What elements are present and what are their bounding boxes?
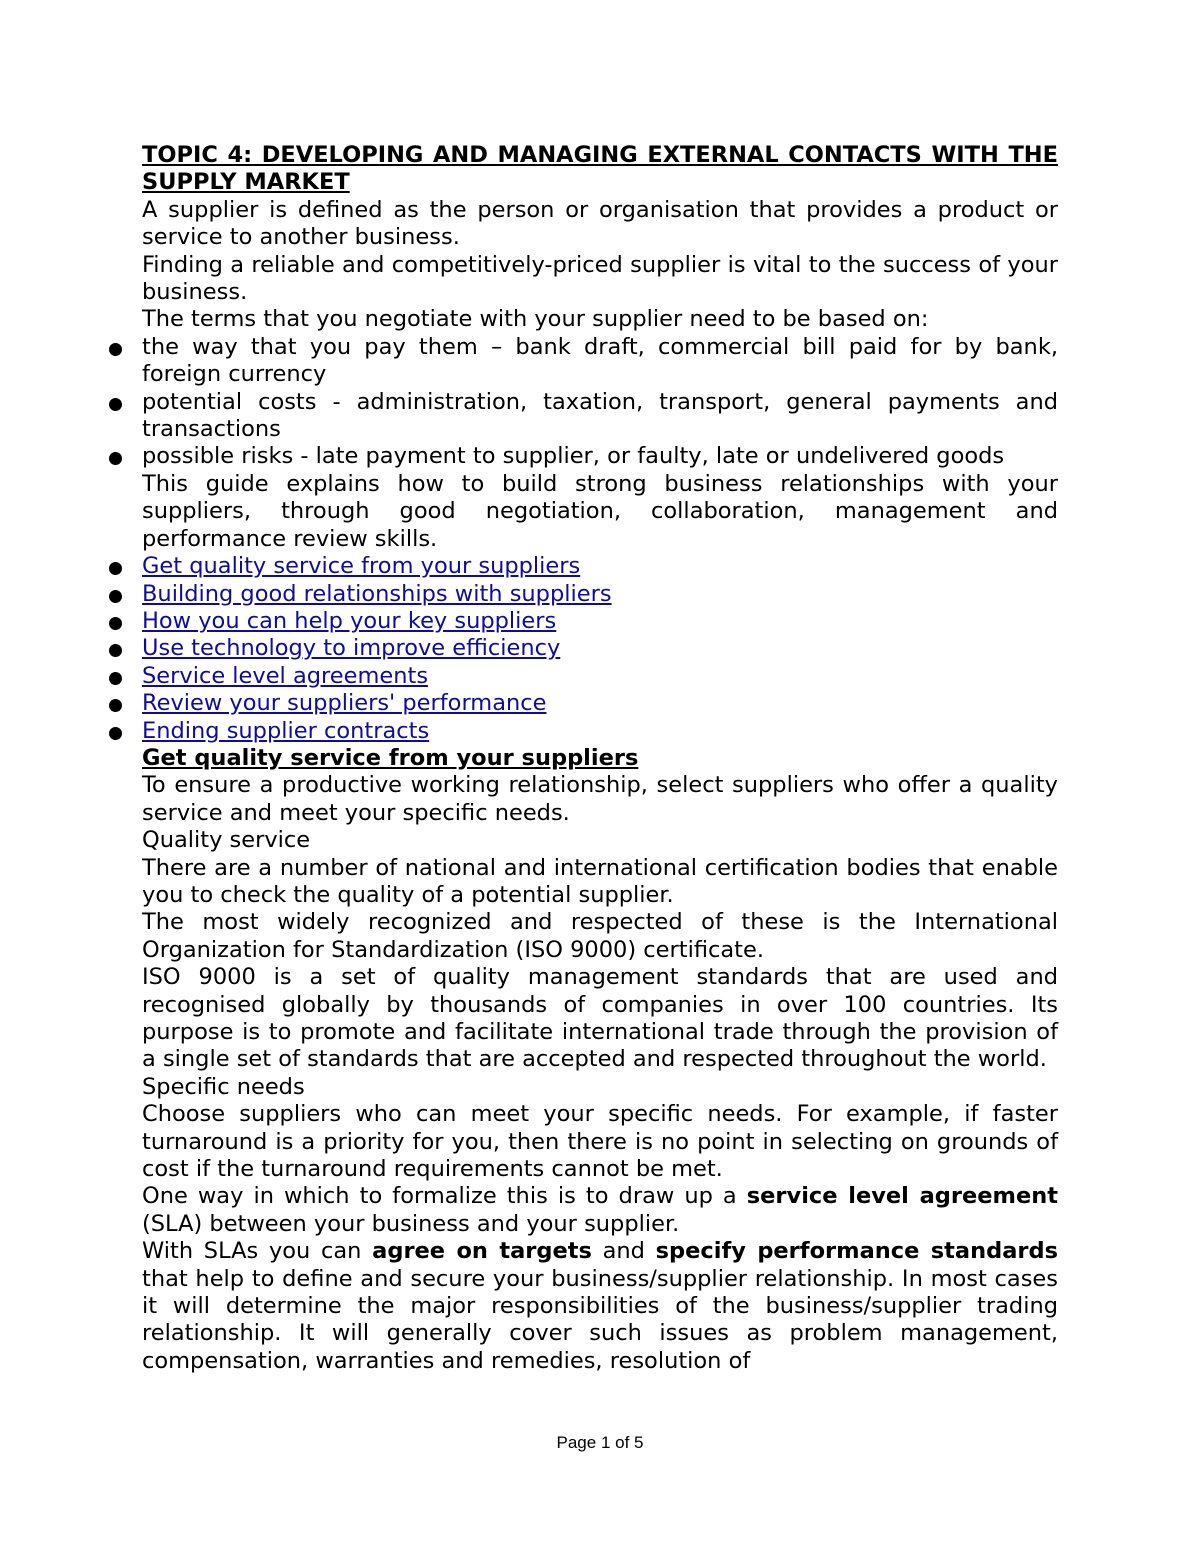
quality-paragraph-1: There are a number of national and international certification bodies that enable you to check the quality of a potential supplier. xyxy=(142,854,1058,908)
bullet-dot-icon xyxy=(109,590,122,603)
link-review-performance[interactable]: Review your suppliers' performance xyxy=(142,690,547,717)
terms-bullet-item xyxy=(142,334,1058,389)
guide-link-item xyxy=(142,718,1058,745)
guide-link-list xyxy=(142,553,1058,745)
specific-needs-paragraph: Choose suppliers who can meet your specific needs. For example, if faster turnaround is a priority for you, then there is no point in selecting on grounds of cost if the turnaround requirements cannot be met. xyxy=(142,1101,1058,1183)
sla-text-after: (SLA) between your business and your supplier. xyxy=(142,1210,680,1237)
section-heading: Get quality service from your suppliers xyxy=(142,744,639,771)
page-number-footer: Page 1 of 5 xyxy=(556,1433,644,1452)
slas-paragraph xyxy=(142,1238,1058,1375)
link-building-relationships[interactable]: Building good relationships with suppliers xyxy=(142,580,612,607)
sla-bold-term: service level agreement xyxy=(746,1183,1058,1210)
terms-bullet-text: the way that you pay them – bank draft, commercial bill paid for by bank, foreign currency xyxy=(142,333,1058,388)
bullet-dot-icon xyxy=(109,398,122,411)
quality-paragraph-3: ISO 9000 is a set of quality management standards that are used and recognised globally by thousands of companies in over 100 countries. Its purpose is to promote and facilitate international trade through the provision of a single set of standards that are accepted and respected throughout the world. xyxy=(142,964,1058,1073)
terms-bullet-list xyxy=(142,334,1058,471)
intro-paragraph-1: A supplier is defined as the person or organisation that provides a product or service to another business. xyxy=(142,196,1058,251)
bullet-dot-icon xyxy=(109,452,122,465)
document-page xyxy=(142,142,1058,1375)
guide-link-item xyxy=(142,635,1058,662)
guide-paragraph: This guide explains how to build strong business relationships with your suppliers, through good negotiation, collaboration, management and performance review skills. xyxy=(142,470,1058,552)
guide-link-item xyxy=(142,553,1058,580)
bullet-dot-icon xyxy=(109,562,122,575)
link-service-level-agreements[interactable]: Service level agreements xyxy=(142,662,429,689)
intro-paragraph-2: Finding a reliable and competitively-priced supplier is vital to the success of your business. xyxy=(142,251,1058,306)
link-get-quality-service[interactable]: Get quality service from your suppliers xyxy=(142,553,581,580)
slas-text-part1: With SLAs you can xyxy=(142,1238,373,1265)
terms-bullet-text: possible risks - late payment to supplier, or faulty, late or undelivered goods xyxy=(142,443,1005,470)
sla-paragraph xyxy=(142,1183,1058,1238)
bullet-dot-icon xyxy=(109,727,122,740)
guide-link-item xyxy=(142,690,1058,717)
link-ending-contracts[interactable]: Ending supplier contracts xyxy=(142,717,430,744)
section-intro: To ensure a productive working relationship, select suppliers who offer a quality service and meet your specific needs. xyxy=(142,772,1058,826)
terms-bullet-text: potential costs - administration, taxation, transport, general payments and transactions xyxy=(142,388,1058,443)
link-use-technology[interactable]: Use technology to improve efficiency xyxy=(142,635,561,662)
slas-bold-performance-standards: specify performance standards xyxy=(655,1238,1058,1265)
guide-link-item xyxy=(142,663,1058,690)
guide-link-item xyxy=(142,581,1058,608)
bullet-dot-icon xyxy=(109,699,122,712)
slas-text-part2: and xyxy=(591,1238,656,1265)
terms-bullet-item xyxy=(142,443,1058,470)
specific-needs-label: Specific needs xyxy=(142,1073,305,1100)
terms-bullet-item xyxy=(142,389,1058,444)
bullet-dot-icon xyxy=(109,617,122,630)
guide-link-item xyxy=(142,608,1058,635)
intro-paragraph-3: The terms that you negotiate with your supplier need to be based on: xyxy=(142,306,929,333)
sla-text-before: One way in which to formalize this is to draw up a xyxy=(142,1183,747,1210)
bullet-dot-icon xyxy=(109,644,122,657)
quality-paragraph-2: The most widely recognized and respected of these is the International Organization for Standardization (ISO 9000) certificate. xyxy=(142,909,1058,963)
bullet-dot-icon xyxy=(109,343,122,356)
quality-service-label: Quality service xyxy=(142,827,311,854)
link-help-key-suppliers[interactable]: How you can help your key suppliers xyxy=(142,607,557,634)
bullet-dot-icon xyxy=(109,672,122,685)
slas-text-part3: that help to define and secure your business/supplier relationship. In most cases it will determine the major responsibilities of the business/supplier trading relationship. It will generally cover such issues as problem management, compensation, warranties and remedies, resolution of xyxy=(142,1265,1058,1374)
slas-bold-agree-targets: agree on targets xyxy=(372,1238,592,1265)
document-title: TOPIC 4: DEVELOPING AND MANAGING EXTERNAL CONTACTS WITH THE SUPPLY MARKET xyxy=(142,142,1058,196)
